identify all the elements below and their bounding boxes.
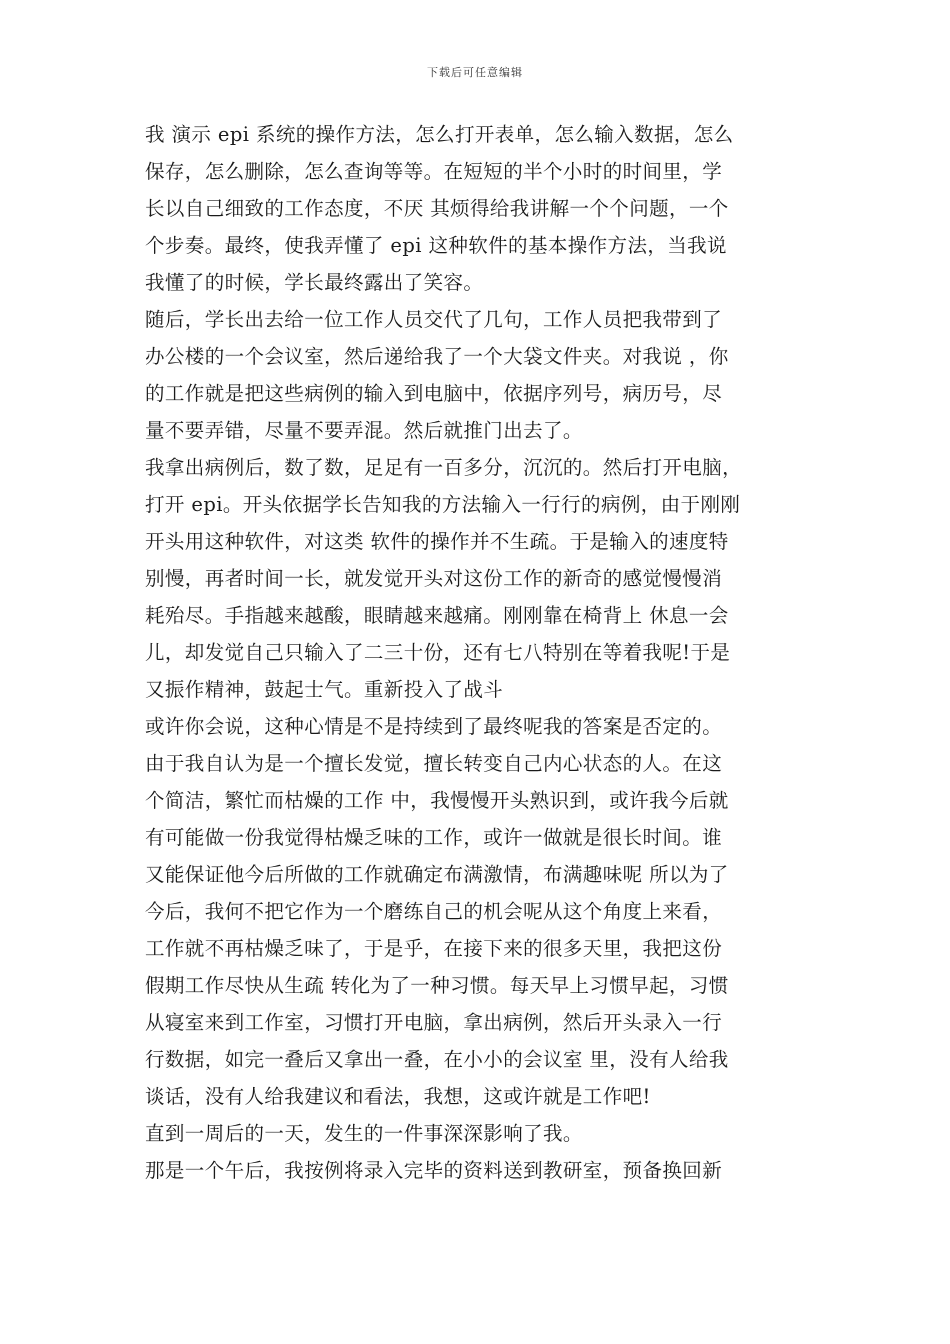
text-line: 或许你会说，这种心情是不是持续到了最终呢我的答案是否定的。 <box>145 715 723 738</box>
text-line: 行数据，如完一叠后又拿出一叠，在小小的会议室 里，没有人给我 <box>145 1048 729 1071</box>
text-line: 长以自己细致的工作态度，不厌 其烦得给我讲解一个个问题，一个 <box>145 197 729 220</box>
text-line: 个步奏。最终，使我弄懂了 epi 这种软件的基本操作方法，当我说 <box>145 234 727 257</box>
text-line: 保存，怎么删除，怎么查询等等。在短短的半个小时的时间里，学 <box>145 160 723 183</box>
text-line: 我拿出病例后，数了数，足足有一百多分，沉沉的。然后打开电脑， <box>145 456 743 479</box>
text-line: 别慢，再者时间一长，就发觉开头对这份工作的新奇的感觉慢慢消 <box>145 567 723 590</box>
text-line: 开头用这种软件，对这类 软件的操作并不生疏。于是输入的速度特 <box>145 530 729 553</box>
text-line: 从寝室来到工作室，习惯打开电脑，拿出病例，然后开头录入一行 <box>145 1011 723 1034</box>
page-header: 下载后可任意编辑 <box>427 66 523 79</box>
text-line: 有可能做一份我觉得枯燥乏味的工作，或许一做就是很长时间。谁 <box>145 826 723 849</box>
document-body <box>145 116 815 1189</box>
text-line: 的工作就是把这些病例的输入到电脑中，依据序列号，病历号，尽 <box>145 382 723 405</box>
text-line: 今后，我何不把它作为一个磨练自己的机会呢从这个角度上来看， <box>145 900 723 923</box>
text-line: 那是一个午后，我按例将录入完毕的资料送到教研室，预备换回新 <box>145 1159 723 1182</box>
text-line: 耗殆尽。手指越来越酸，眼睛越来越痛。刚刚靠在椅背上 休息一会 <box>145 604 729 627</box>
text-line: 个简洁，繁忙而枯燥的工作 中，我慢慢开头熟识到，或许我今后就 <box>145 789 729 812</box>
text-line: 量不要弄错，尽量不要弄混。然后就推门出去了。 <box>145 419 583 442</box>
text-line: 假期工作尽快从生疏 转化为了一种习惯。每天早上习惯早起，习惯 <box>145 974 729 997</box>
text-line: 谈话，没有人给我建议和看法，我想，这或许就是工作吧! <box>145 1085 651 1108</box>
text-line: 办公楼的一个会议室，然后递给我了一个大袋文件夹。对我说 ，你 <box>145 345 729 368</box>
text-line: 又振作精神，鼓起士气。重新投入了战斗 <box>145 678 504 701</box>
text-line: 儿，却发觉自己只输入了二三十份，还有七八特别在等着我呢!于是 <box>145 641 731 664</box>
text-line: 由于我自认为是一个擅长发觉，擅长转变自己内心状态的人。在这 <box>145 752 723 775</box>
text-line: 我 演示 epi 系统的操作方法，怎么打开表单，怎么输入数据，怎么 <box>145 123 734 146</box>
text-line: 随后，学长出去给一位工作人员交代了几句，工作人员把我带到了 <box>145 308 723 331</box>
text-line: 我懂了的时候，学长最终露出了笑容。 <box>145 271 484 294</box>
text-line: 又能保证他今后所做的工作就确定布满激情，布满趣味呢 所以为了 <box>145 863 729 886</box>
text-line: 直到一周后的一天，发生的一件事深深影响了我。 <box>145 1122 583 1145</box>
text-line: 打开 epi。开头依据学长告知我的方法输入一行行的病例，由于刚刚 <box>145 493 741 516</box>
text-line: 工作就不再枯燥乏味了，于是乎，在接下来的很多天里，我把这份 <box>145 937 723 960</box>
